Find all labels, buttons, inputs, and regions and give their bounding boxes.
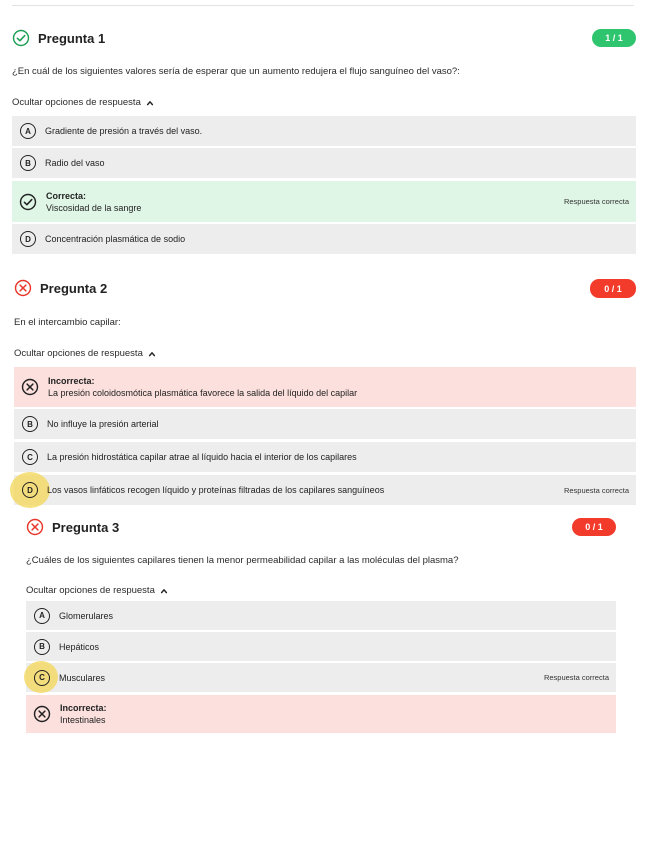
x-circle-icon [21, 378, 39, 396]
question-1 [12, 26, 636, 256]
score-badge: 0 / 1 [572, 518, 616, 536]
answer-option-a[interactable] [26, 601, 616, 630]
option-content [60, 703, 107, 725]
hide-options-toggle[interactable] [26, 585, 168, 596]
question-title: Pregunta 3 [52, 519, 120, 535]
option-letter-c: C [22, 449, 38, 465]
correct-label: Correcta: [46, 190, 87, 201]
incorrect-label: Incorrecta: [48, 376, 95, 386]
option-text: No influye la presión arterial [47, 419, 159, 429]
toggle-label: Ocultar opciones de respuesta [26, 585, 155, 596]
answer-option-b[interactable] [26, 632, 616, 661]
hide-options-toggle[interactable] [14, 348, 156, 359]
option-letter-b: B [34, 639, 50, 655]
answer-option-a[interactable] [12, 116, 636, 146]
question-text: ¿En cuál de los siguientes valores sería de esperar que un aumento redujera el flujo sanguíneo del vaso?: [12, 66, 460, 77]
question-title: Pregunta 2 [40, 280, 108, 296]
check-circle-icon [12, 29, 30, 47]
option-text: Hepáticos [59, 641, 100, 652]
incorrect-label: Incorrecta: [60, 703, 107, 713]
question-text: ¿Cuáles de los siguientes capilares tienen la menor permeabilidad capilar a las moléculas del plasma? [26, 555, 459, 566]
chevron-up-icon [148, 350, 156, 358]
chevron-up-icon [146, 99, 154, 107]
option-letter-d: D [20, 231, 36, 247]
option-text: Radio del vaso [45, 158, 105, 168]
answer-option-incorrect[interactable] [14, 367, 636, 407]
option-text: Viscosidad de la sangre [46, 202, 142, 213]
question-2-header [14, 276, 636, 300]
correct-answer-note: Respuesta correcta [563, 197, 629, 206]
option-letter-b: B [22, 416, 38, 432]
question-text: En el intercambio capilar: [14, 317, 121, 328]
answer-option-d[interactable] [14, 475, 636, 505]
question-3-header [26, 515, 616, 539]
answer-option-c[interactable] [26, 663, 616, 692]
x-circle-icon [26, 518, 44, 536]
correct-answer-note: Respuesta correcta [563, 485, 629, 495]
chevron-up-icon [160, 587, 168, 595]
top-divider [12, 5, 634, 6]
answer-option-incorrect[interactable] [26, 695, 616, 733]
option-text: Concentración plasmática de sodio [45, 234, 186, 244]
option-text: La presión coloidosmótica plasmática favorece la salida del líquido del capilar [48, 388, 358, 398]
question-1-header [12, 26, 636, 50]
option-content [48, 376, 357, 398]
option-text: La presión hidrostática capilar atrae al líquido hacia el interior de los capilares [47, 452, 357, 462]
check-circle-icon [19, 193, 37, 211]
score-badge: 0 / 1 [590, 279, 636, 298]
correct-answer-note: Respuesta correcta [543, 673, 609, 682]
option-letter-c: C [34, 670, 50, 686]
option-content [46, 191, 141, 213]
x-circle-icon [33, 705, 51, 723]
option-letter-a: A [20, 123, 36, 139]
option-text: Gradiente de presión a través del vaso. [45, 126, 203, 136]
answer-option-correct[interactable] [12, 181, 636, 222]
hide-options-toggle[interactable] [12, 97, 154, 108]
answer-option-d[interactable] [12, 224, 636, 254]
option-letter-d: D [22, 482, 38, 498]
question-2 [14, 276, 636, 506]
answer-option-c[interactable] [14, 442, 636, 472]
toggle-label: Ocultar opciones de respuesta [12, 97, 141, 108]
option-text: Los vasos linfáticos recogen líquido y proteínas filtradas de los capilares sanguíneos [47, 485, 385, 495]
option-letter-b: B [20, 155, 36, 171]
answer-option-b[interactable] [14, 409, 636, 439]
question-3 [26, 515, 616, 737]
option-text: Intestinales [60, 715, 106, 725]
option-text: Musculares [59, 672, 106, 683]
score-badge: 1 / 1 [592, 29, 636, 47]
option-letter-a: A [34, 608, 50, 624]
x-circle-icon [14, 279, 32, 297]
answer-option-b[interactable] [12, 148, 636, 178]
question-title: Pregunta 1 [38, 30, 106, 46]
option-text: Glomerulares [59, 610, 114, 621]
toggle-label: Ocultar opciones de respuesta [14, 348, 143, 359]
